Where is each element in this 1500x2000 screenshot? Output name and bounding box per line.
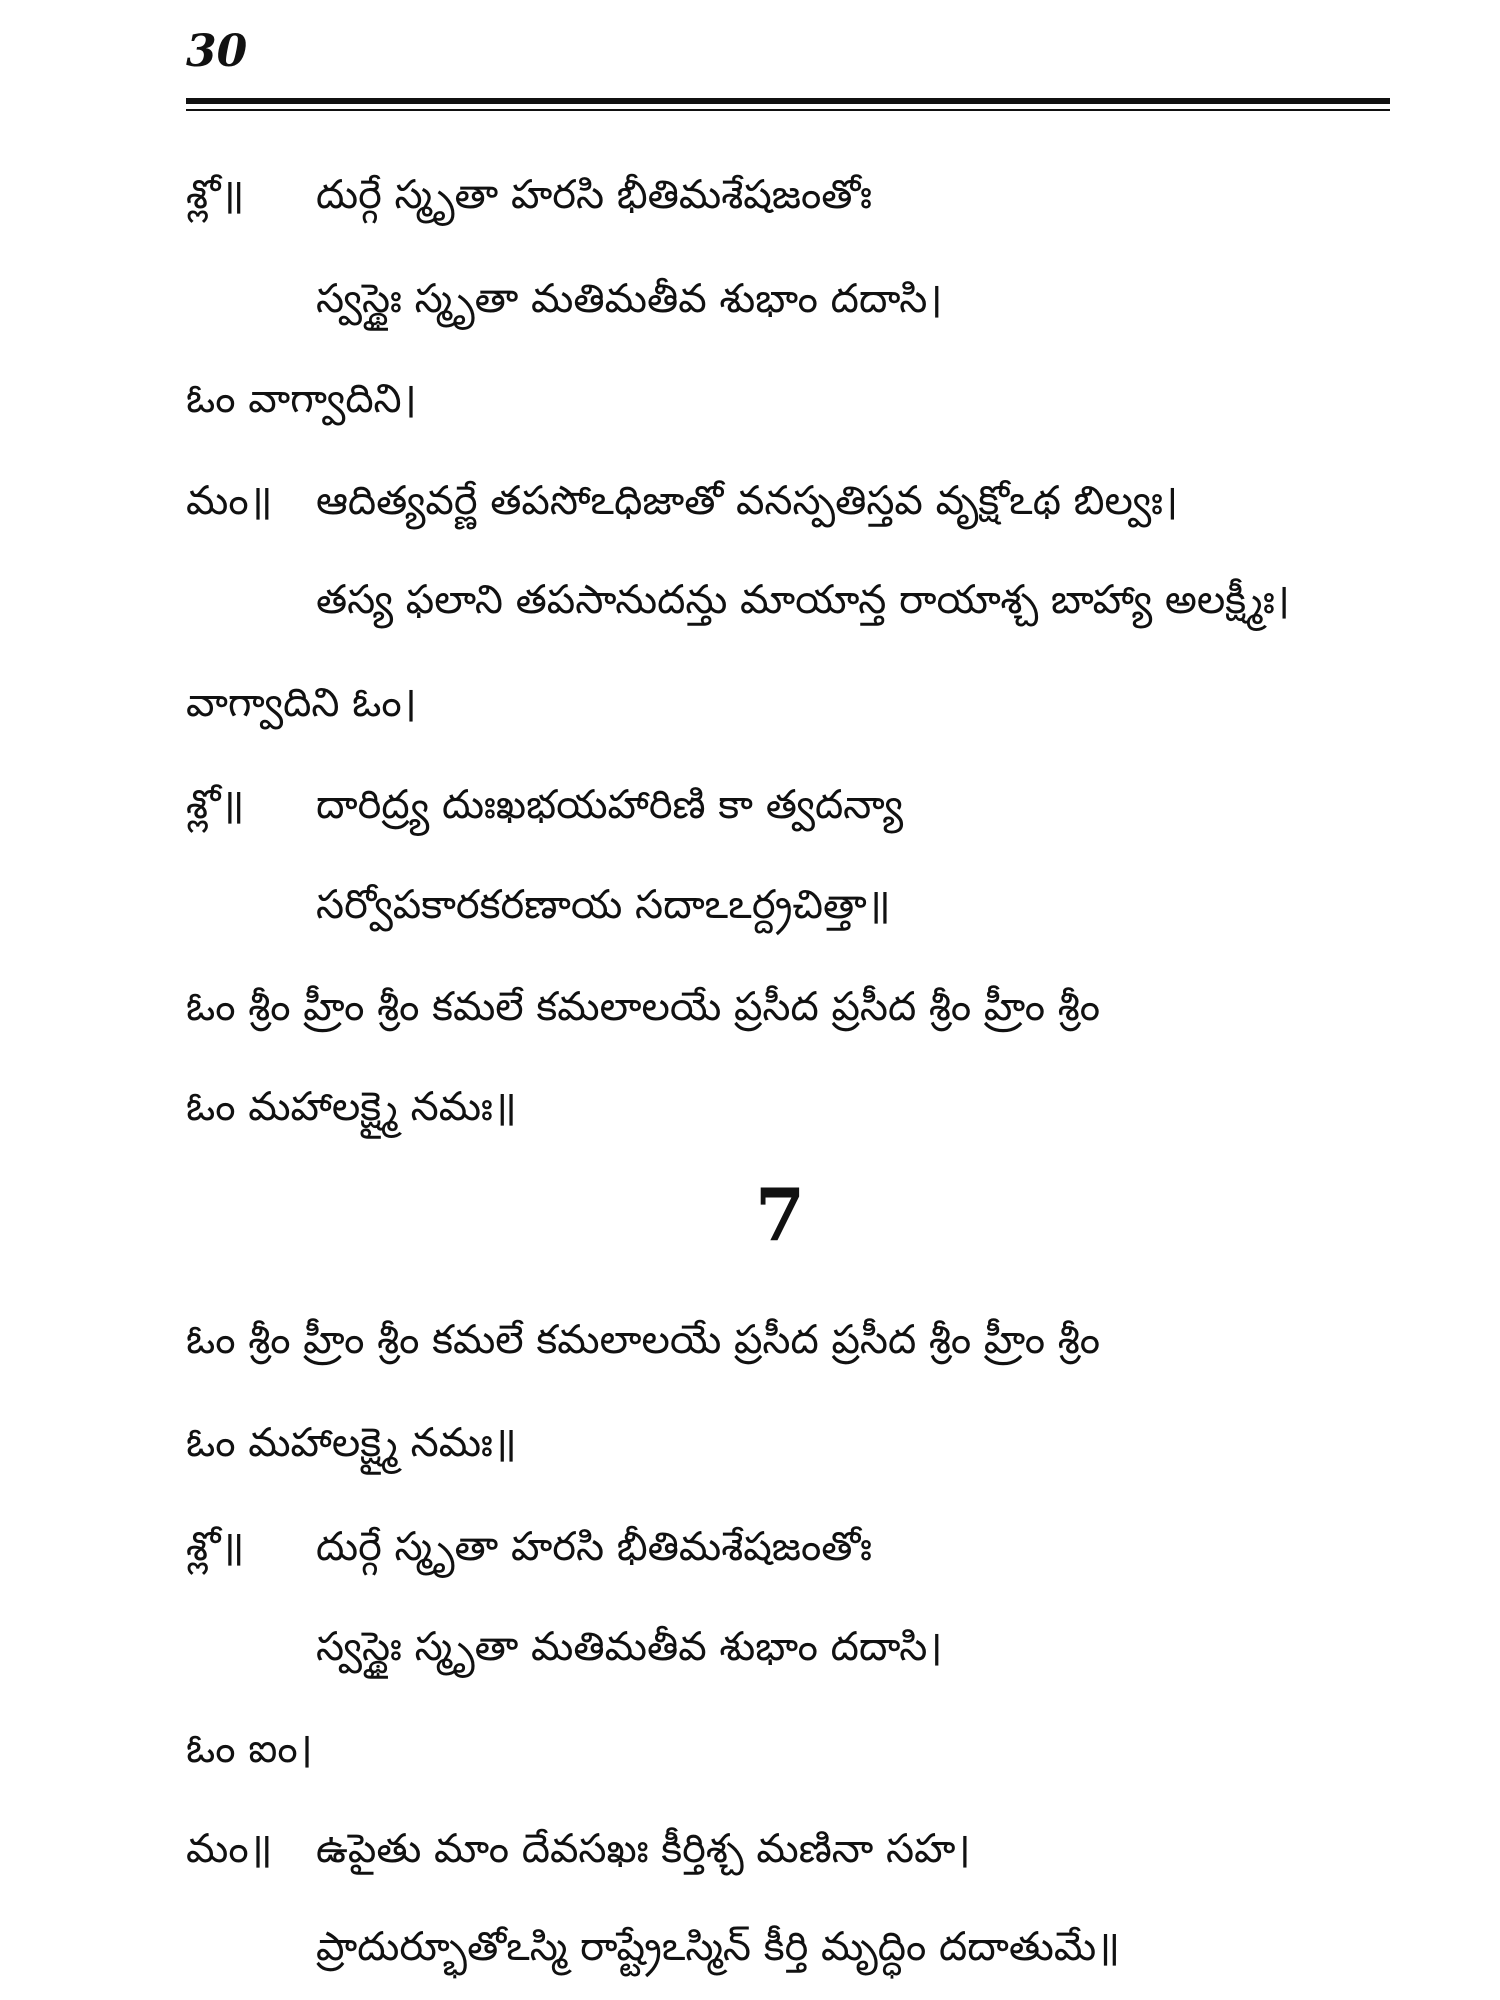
verse-line xyxy=(186,466,1390,536)
verse-line xyxy=(186,1512,1390,1582)
verse-text: ఓం వాగ్వాదిని। xyxy=(186,376,417,422)
verse-text: స్వస్థైః స్మృతా మతిమతీవ శుభాం దదాసి। xyxy=(316,1624,943,1670)
verse-label: శ్లో॥ xyxy=(186,782,245,828)
verse-text: తస్య ఫలాని తపసానుదన్తు మాయాన్త రాయాశ్చ బాహ్యా అలక్ష్మీః। xyxy=(316,577,1290,623)
verse-line xyxy=(186,870,1390,940)
verse-text: ఓం శ్రీం హ్రీం శ్రీం కమలే కమలాలయే ప్రసీద ప్రసీద శ్రీం హ్రీం శ్రీం xyxy=(186,984,1101,1030)
verse-line xyxy=(186,1612,1390,1682)
verse-text: స్వస్థైః స్మృతా మతిమతీవ శుభాం దదాసి। xyxy=(316,276,943,322)
verse-label: శ్లో॥ xyxy=(186,172,245,218)
verse-line xyxy=(186,364,1390,434)
verse-text: దుర్గే స్మృతా హరసి భీతిమశేషజంతోః xyxy=(316,172,872,218)
verse-text: ఆదిత్యవర్ణే తపసోఽధిజాతో వనస్పతిస్తవ వృక్షోఽథ బిల్వః। xyxy=(316,478,1179,524)
verse-line xyxy=(186,770,1390,840)
page-number: 30 xyxy=(186,26,248,77)
verse-text: ప్రాదుర్భూతోఽస్మి రాష్ట్రేఽస్మిన్ కీర్తి మృద్ధిం దదాతుమే॥ xyxy=(316,1924,1121,1970)
verse-text: ఓం మహాలక్ష్మై నమః॥ xyxy=(186,1084,517,1130)
verse-line xyxy=(186,160,1390,230)
verse-text: ఓం శ్రీం హ్రీం శ్రీం కమలే కమలాలయే ప్రసీద ప్రసీద శ్రీం హ్రీం శ్రీం xyxy=(186,1317,1101,1363)
verse-line xyxy=(186,565,1390,635)
verse-text: సర్వోపకారకరణాయ సదాఽఽర్ద్రచిత్తా॥ xyxy=(316,882,891,928)
verse-text: ఓం ఐం। xyxy=(186,1726,313,1772)
header-rule-thin xyxy=(186,109,1390,111)
verse-line xyxy=(186,1714,1390,1784)
section-number: 7 xyxy=(754,1172,806,1257)
verse-line xyxy=(186,264,1390,334)
verse-text: దారిద్ర్య దుఃఖభయహారిణి కా త్వదన్యా xyxy=(316,782,904,828)
verse-text: ఓం మహాలక్ష్మై నమః॥ xyxy=(186,1420,517,1466)
verse-line xyxy=(186,1912,1390,1982)
verse-text: వాగ్వాదిని ఓం। xyxy=(186,680,417,726)
verse-label: మం॥ xyxy=(186,478,273,524)
verse-text: ఉపైతు మాం దేవసఖః కీర్తిశ్చ మణినా సహ। xyxy=(316,1826,971,1872)
verse-line xyxy=(186,668,1390,738)
verse-label: శ్లో॥ xyxy=(186,1524,245,1570)
verse-text: దుర్గే స్మృతా హరసి భీతిమశేషజంతోః xyxy=(316,1524,872,1570)
verse-line xyxy=(186,1072,1390,1142)
verse-line xyxy=(186,1305,1390,1375)
verse-line xyxy=(186,1408,1390,1478)
verse-line xyxy=(186,1814,1390,1884)
verse-label: మం॥ xyxy=(186,1826,273,1872)
verse-line xyxy=(186,972,1390,1042)
header-rule-thick xyxy=(186,98,1390,104)
